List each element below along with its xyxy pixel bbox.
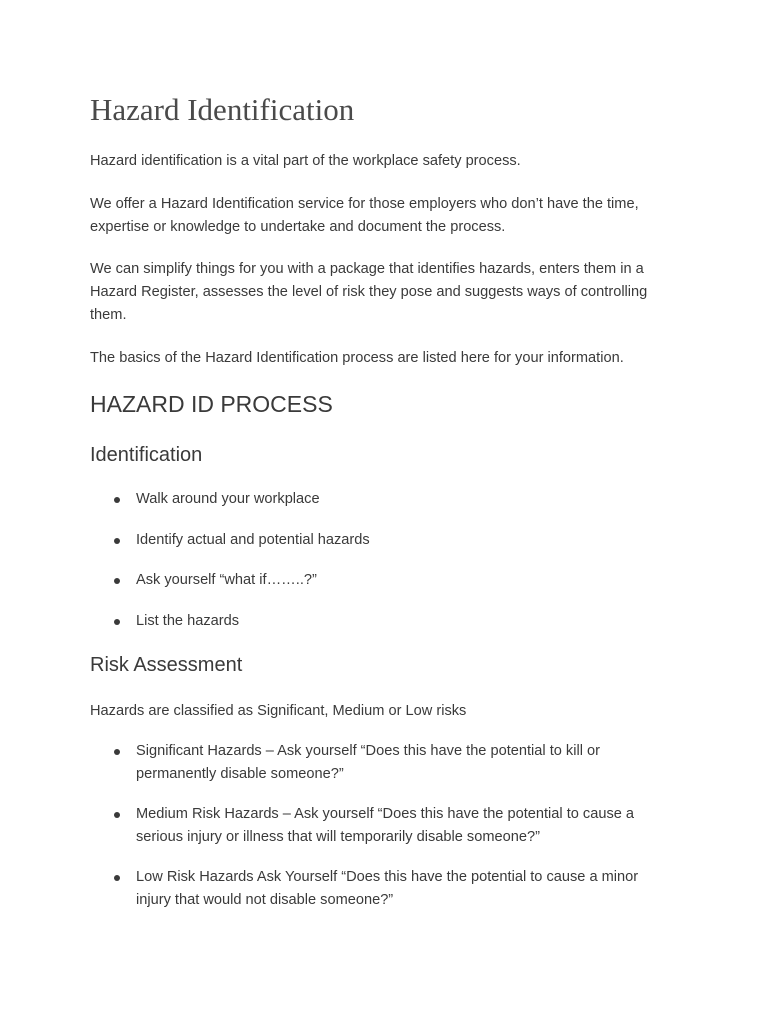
intro-paragraph-1: Hazard identification is a vital part of the workplace safety process.: [90, 153, 521, 169]
identification-heading: Identification: [90, 444, 203, 466]
intro-paragraph-3: We can simplify things for you with a package that identifies hazards, enters them in a Hazard Register, assesses the level of risk they pose and suggests ways of controlling them.: [90, 261, 648, 323]
intro-paragraph-2: We offer a Hazard Identification service for those employers who don’t have the time, expertise or knowledge to undertake and document the process.: [90, 196, 639, 235]
bullet-icon: [114, 538, 120, 544]
bullet-icon: [114, 497, 120, 503]
bullet-icon: [114, 875, 120, 881]
page-title: Hazard Identification: [90, 92, 355, 127]
list-item-text: Identify actual and potential hazards: [136, 532, 370, 548]
intro-paragraph-4: The basics of the Hazard Identification process are listed here for your information.: [90, 350, 624, 366]
risk-assessment-intro: Hazards are classified as Significant, Medium or Low risks: [90, 703, 467, 719]
list-item-text: Ask yourself “what if……..?”: [136, 572, 317, 588]
process-heading: HAZARD ID PROCESS: [90, 391, 333, 417]
bullet-icon: [114, 812, 120, 818]
list-item-text: Low Risk Hazards Ask Yourself “Does this have the potential to cause a minor injury that would not disable someone?”: [136, 869, 639, 908]
bullet-icon: [114, 578, 120, 584]
bullet-icon: [114, 749, 120, 755]
risk-assessment-heading: Risk Assessment: [90, 654, 243, 676]
list-item-text: List the hazards: [136, 613, 240, 629]
list-item-text: Medium Risk Hazards – Ask yourself “Does this have the potential to cause a serious injury or illness that will temporarily disable someone?”: [136, 806, 635, 845]
list-item-text: Walk around your workplace: [136, 491, 320, 507]
bullet-icon: [114, 619, 120, 625]
list-item-text: Significant Hazards – Ask yourself “Does this have the potential to kill or permanently disable someone?”: [136, 743, 600, 782]
